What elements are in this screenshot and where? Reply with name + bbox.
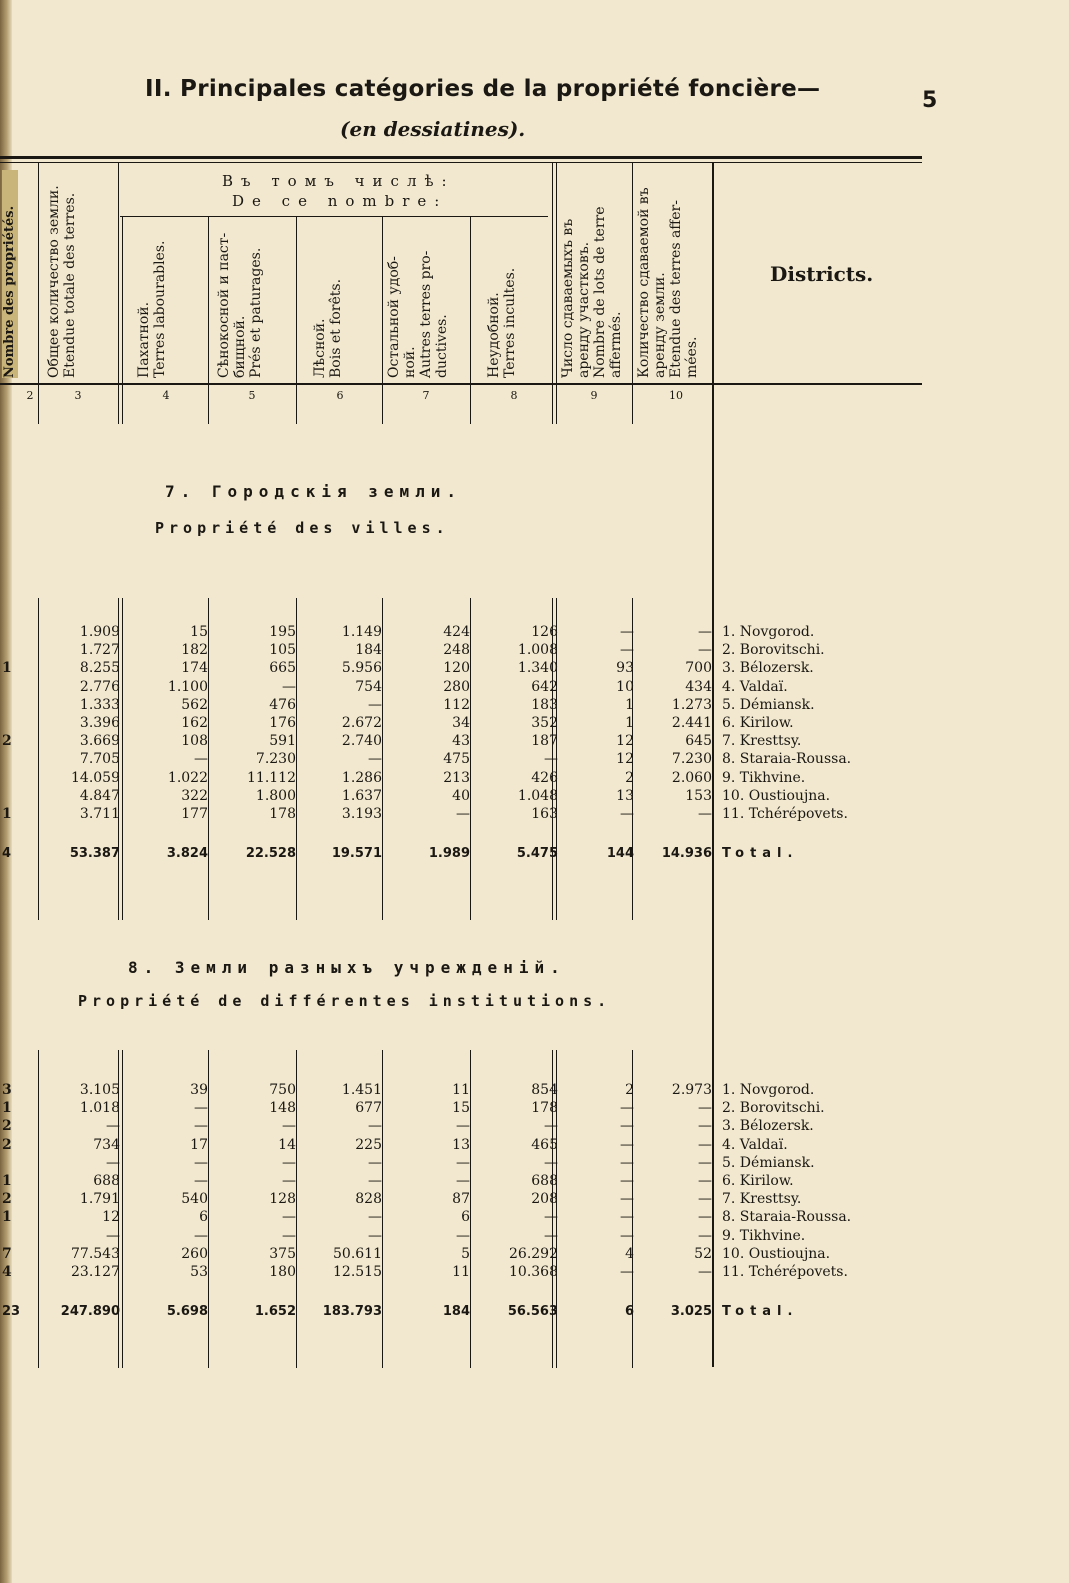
cell-lots: 1 [625,696,634,713]
cell-waste: — [544,1209,558,1226]
cell-arable: — [194,1173,208,1189]
cell-meadows: 176 [269,715,296,731]
cell-total: 1.791 [79,1191,120,1208]
cell-lots: — [620,1209,634,1226]
header-forest: Лѣсной. Bois et forêts. [312,278,344,378]
cell-leased: — [698,806,712,822]
district-name: 11. Tchérépovets. [722,806,848,822]
col-sep [470,216,471,424]
cell-meadows: 11.112 [247,769,296,786]
cell-waste: — [544,751,558,768]
cell-forest: 2.672 [341,715,382,731]
table-row [0,642,1069,660]
cell-arable: 260 [181,1245,208,1262]
cell-forest: 50.611 [333,1245,382,1262]
district-name: 8. Staraia-Roussa. [722,751,852,768]
col-sep [382,216,383,424]
table-row [0,697,1069,715]
district-name: 3. Bélozersk. [722,1118,814,1135]
cell-total: 688 [93,1173,120,1189]
table-row [0,1191,1069,1209]
table-row [0,1082,1069,1100]
col-number: 7 [422,389,430,402]
cell-forest: 3.193 [341,806,382,822]
cell-forest: 1.637 [341,787,382,804]
cell-arable: — [194,1227,208,1244]
cell-meadows: 128 [269,1191,296,1208]
cell-waste: 465 [531,1136,558,1153]
cell-total: 12 [102,1209,120,1226]
cell-lots: — [620,1154,634,1171]
col-sep [122,216,123,424]
cell-arable: 540 [181,1191,208,1208]
cell-n: 1 [2,1173,12,1189]
cell-other: 87 [452,1191,470,1208]
cell-total: — [106,1227,120,1244]
cell-n: 2 [2,1191,12,1208]
cell-total: 2.776 [79,678,120,695]
cell-total: 3.396 [79,715,120,731]
cell-other: — [456,806,470,822]
table-row [0,788,1069,806]
cell-meadows: 476 [269,696,296,713]
col-number: 5 [248,389,256,402]
cell-leased: — [698,1154,712,1171]
district-name: 1. Novgorod. [722,1082,815,1098]
cell-meadows: 665 [269,660,296,677]
cell-total: 1.909 [79,624,120,640]
table-row [0,1246,1069,1264]
cell-arable: 162 [181,715,208,731]
total-row [0,1304,1069,1322]
cell-total: 8.255 [79,660,120,677]
cell-leased: 645 [685,733,712,750]
cell-forest: 184 [355,642,382,659]
cell-other: — [456,1118,470,1135]
page-number: 5 [922,88,938,113]
col-sep [552,162,553,424]
section8-title: 8. Земли разныхъ учрежденій. [128,958,566,977]
table-row [0,1137,1069,1155]
cell-total: 3.105 [79,1082,120,1098]
cell-leased: — [698,1264,712,1280]
col-number: 3 [74,389,82,402]
total-label: Total. [722,1304,799,1319]
cell-lots: 13 [616,787,634,804]
cell-leased: 3.025 [670,1304,712,1319]
col-sep [632,162,633,424]
cell-lots: 144 [606,846,634,861]
cell-forest: — [368,1118,382,1135]
cell-n: 3 [2,1082,12,1098]
cell-arable: 108 [181,733,208,750]
cell-n: 4 [2,846,12,861]
cell-arable: 182 [181,642,208,659]
cell-leased: 7.230 [671,751,712,768]
cell-waste: 854 [531,1082,558,1098]
cell-lots: — [620,1227,634,1244]
district-name: 7. Kresttsy. [722,1191,802,1208]
table-row [0,770,1069,788]
page-subtitle: (en dessiatines). [340,117,526,141]
cell-forest: 677 [355,1100,382,1117]
cell-total: 1.727 [79,642,120,659]
cell-meadows: — [282,678,296,695]
section8-subtitle: Propriété de différentes institutions. [78,992,612,1010]
cell-waste: 10.368 [509,1264,558,1280]
cell-arable: — [194,1100,208,1117]
total-label: Total. [722,846,799,861]
cell-leased: — [698,1227,712,1244]
cell-n: 4 [2,1264,12,1280]
cell-total: 3.711 [79,806,120,822]
district-name: 9. Tikhvine. [722,1227,806,1244]
cell-leased: — [698,1173,712,1189]
cell-meadows: — [282,1227,296,1244]
cell-n: 1 [2,806,12,822]
col-number: 6 [336,389,344,402]
cell-arable: — [194,751,208,768]
cell-total: 14.059 [71,769,120,786]
table-row [0,1209,1069,1227]
table-row [0,733,1069,751]
cell-waste: 688 [531,1173,558,1189]
header-arable: Пахатной. Terres labourables. [136,240,168,378]
cell-lots: — [620,624,634,640]
cell-arable: 177 [181,806,208,822]
col-sep [38,162,39,424]
cell-other: 280 [443,678,470,695]
cell-forest: — [368,1209,382,1226]
cell-forest: 1.451 [341,1082,382,1098]
district-name: 9. Tikhvine. [722,769,806,786]
cell-lots: — [620,1136,634,1153]
col-sep [118,162,119,424]
cell-leased: — [698,1136,712,1153]
cell-meadows: 375 [269,1245,296,1262]
district-name: 3. Bélozersk. [722,660,814,677]
col-number: 2 [26,389,34,402]
cell-forest: 2.740 [341,733,382,750]
cell-arable: 53 [190,1264,208,1280]
cell-waste: 187 [531,733,558,750]
cell-waste: — [544,1154,558,1171]
table-row [0,1100,1069,1118]
cell-meadows: 7.230 [255,751,296,768]
header-lots: Число сдаваемыхъ въ аренду участковъ. Nombre de lots de terre affermés. [560,206,624,378]
cell-forest: — [368,1154,382,1171]
cell-total: — [106,1154,120,1171]
cell-forest: 12.515 [333,1264,382,1280]
table-row [0,715,1069,733]
cell-arable: 15 [190,624,208,640]
cell-waste: 426 [531,769,558,786]
cell-total: 247.890 [60,1304,120,1319]
cell-other: 120 [443,660,470,677]
cell-arable: 39 [190,1082,208,1098]
cell-total: 4.847 [79,787,120,804]
cell-other: 5 [461,1245,470,1262]
cell-lots: — [620,1264,634,1280]
cell-forest: 5.956 [341,660,382,677]
cell-lots: 4 [625,1245,634,1262]
cell-waste: 26.292 [509,1245,558,1262]
header-bottom-rule [0,383,922,385]
cell-lots: 93 [616,660,634,677]
cell-n: 2 [2,1136,12,1153]
cell-n: 1 [2,1209,12,1226]
group-rule [120,216,548,217]
cell-total: 77.543 [71,1245,120,1262]
cell-total: 3.669 [79,733,120,750]
cell-other: 1.989 [428,846,470,861]
cell-waste: 178 [531,1100,558,1117]
cell-lots: — [620,806,634,822]
cell-other: 11 [452,1264,470,1280]
cell-lots: — [620,1173,634,1189]
cell-meadows: 1.800 [255,787,296,804]
cell-other: — [456,1227,470,1244]
col-number: 8 [510,389,518,402]
cell-total: — [106,1118,120,1135]
cell-lots: 6 [624,1304,634,1319]
table-row [0,660,1069,678]
cell-n: 7 [2,1245,12,1262]
cell-leased: 700 [685,660,712,677]
cell-other: — [456,1173,470,1189]
cell-leased: 2.441 [671,715,712,731]
cell-n: 23 [2,1304,21,1319]
cell-leased: — [698,1191,712,1208]
table-row [0,624,1069,642]
cell-meadows: 195 [269,624,296,640]
cell-other: 15 [452,1100,470,1117]
total-row [0,846,1069,864]
cell-other: 424 [443,624,470,640]
cell-meadows: — [282,1118,296,1135]
district-name: 4. Valdaï. [722,678,788,695]
cell-lots: — [620,1100,634,1117]
cell-meadows: — [282,1173,296,1189]
cell-other: 112 [443,696,470,713]
cell-arable: 174 [181,660,208,677]
cell-forest: 754 [355,678,382,695]
cell-waste: 1.340 [517,660,558,677]
cell-forest: 1.149 [341,624,382,640]
cell-meadows: 14 [278,1136,296,1153]
cell-forest: 183.793 [322,1304,382,1319]
cell-forest: — [368,751,382,768]
cell-arable: — [194,1154,208,1171]
cell-meadows: 22.528 [245,846,296,861]
cell-forest: — [368,1227,382,1244]
table-row [0,1155,1069,1173]
cell-waste: 5.475 [516,846,558,861]
cell-waste: 1.048 [517,787,558,804]
col-number: 9 [590,389,598,402]
cell-total: 1.333 [79,696,120,713]
cell-leased: — [698,1100,712,1117]
table-row [0,1173,1069,1191]
cell-n: 2 [2,1118,12,1135]
cell-other: 184 [442,1304,470,1319]
cell-leased: — [698,1118,712,1135]
cell-lots: 2 [625,1082,634,1098]
cell-forest: 1.286 [341,769,382,786]
cell-meadows: 591 [269,733,296,750]
cell-meadows: 105 [269,642,296,659]
cell-forest: — [368,696,382,713]
district-name: 2. Borovitschi. [722,642,825,659]
district-name: 6. Kirilow. [722,1173,794,1189]
header-total: Общее количество земли. Etendue totale des terres. [46,185,78,378]
table-row [0,751,1069,769]
header-leased: Количество сдаваемой въ аренду земли. Etendue des terres affer- mées. [636,187,700,378]
district-name: 4. Valdaï. [722,1136,788,1153]
cell-n: 2 [2,733,12,750]
col-sep [208,216,209,424]
table-row [0,1228,1069,1246]
cell-arable: 1.100 [167,678,208,695]
cell-other: — [456,1154,470,1171]
header-top-rule [0,156,922,159]
cell-waste: 1.008 [517,642,558,659]
district-name: 10. Oustioujna. [722,787,831,804]
cell-lots: — [620,1118,634,1135]
cell-forest: 225 [355,1136,382,1153]
cell-arable: 17 [190,1136,208,1153]
cell-leased: 2.060 [671,769,712,786]
cell-lots: — [620,642,634,659]
header-waste: Неудобной. Terres incultes. [486,267,518,378]
page-title: II. Principales catégories de la propriété foncière— [145,76,821,102]
cell-lots: 12 [616,733,634,750]
cell-meadows: 1.652 [254,1304,296,1319]
cell-lots: — [620,1191,634,1208]
cell-arable: 322 [181,787,208,804]
cell-total: 23.127 [71,1264,120,1280]
cell-other: 248 [443,642,470,659]
table-row [0,679,1069,697]
district-name: 8. Staraia-Roussa. [722,1209,852,1226]
header-districts: Districts. [770,262,874,286]
cell-lots: 10 [616,678,634,695]
section7-subtitle: Propriété des villes. [155,519,450,537]
cell-other: 213 [443,769,470,786]
cell-waste: 352 [531,715,558,731]
district-name: 7. Kresttsy. [722,733,802,750]
cell-leased: — [698,642,712,659]
col-sep [296,216,297,424]
cell-meadows: — [282,1154,296,1171]
cell-total: 1.018 [79,1100,120,1117]
cell-other: 6 [461,1209,470,1226]
district-name: 5. Démiansk. [722,696,815,713]
cell-lots: 1 [625,715,634,731]
header-top-rule-thin [0,162,922,163]
cell-other: 40 [452,787,470,804]
cell-forest: 828 [355,1191,382,1208]
header-group-ru: Въ томъ числѣ: [222,172,455,190]
cell-other: 43 [452,733,470,750]
cell-waste: 163 [531,806,558,822]
cell-other: 11 [452,1082,470,1098]
cell-arable: 6 [199,1209,208,1226]
cell-waste: 126 [531,624,558,640]
cell-lots: 12 [616,751,634,768]
cell-leased: 2.973 [671,1082,712,1098]
cell-meadows: 180 [269,1264,296,1280]
header-group-fr: De ce nombre: [232,192,448,210]
cell-total: 734 [93,1136,120,1153]
cell-n: 1 [2,660,12,677]
cell-waste: — [544,1118,558,1135]
cell-arable: — [194,1118,208,1135]
cell-forest: — [368,1173,382,1189]
cell-other: 475 [443,751,470,768]
cell-leased: 52 [694,1245,712,1262]
table-row [0,806,1069,824]
col-sep [556,162,557,424]
cell-waste: 642 [531,678,558,695]
cell-total: 7.705 [79,751,120,768]
table-row [0,1264,1069,1282]
cell-other: 13 [452,1136,470,1153]
table-row [0,1118,1069,1136]
cell-arable: 5.698 [166,1304,208,1319]
cell-meadows: 148 [269,1100,296,1117]
cell-waste: 183 [531,696,558,713]
cell-arable: 3.824 [166,846,208,861]
district-name: 1. Novgorod. [722,624,815,640]
cell-waste: 208 [531,1191,558,1208]
district-name: 2. Borovitschi. [722,1100,825,1117]
cell-leased: — [698,624,712,640]
col-number: 10 [669,389,683,402]
cell-leased: 153 [685,787,712,804]
cell-total: 53.387 [69,846,120,861]
cell-waste: 56.563 [507,1304,558,1319]
district-name: 5. Démiansk. [722,1154,815,1171]
district-name: 11. Tchérépovets. [722,1264,848,1280]
cell-leased: 14.936 [661,846,712,861]
header-owners: Nombre des propriétés. [2,170,18,378]
cell-arable: 562 [181,696,208,713]
cell-waste: — [544,1227,558,1244]
col-number: 4 [162,389,170,402]
cell-lots: 2 [625,769,634,786]
cell-leased: 1.273 [671,696,712,713]
cell-meadows: 750 [269,1082,296,1098]
cell-meadows: 178 [269,806,296,822]
cell-leased: 434 [685,678,712,695]
cell-other: 34 [452,715,470,731]
header-other: Остальной удоб- ной. Autres terres pro- ductives. [386,250,450,378]
district-name: 6. Kirilow. [722,715,794,731]
cell-leased: — [698,1209,712,1226]
cell-forest: 19.571 [331,846,382,861]
cell-n: 1 [2,1100,12,1117]
section7-title: 7. Городскія земли. [165,482,463,501]
district-name: 10. Oustioujna. [722,1245,831,1262]
cell-arable: 1.022 [167,769,208,786]
cell-meadows: — [282,1209,296,1226]
header-meadows: Сѣнокосной и паст- бищной. Prés et paturages. [216,232,264,378]
